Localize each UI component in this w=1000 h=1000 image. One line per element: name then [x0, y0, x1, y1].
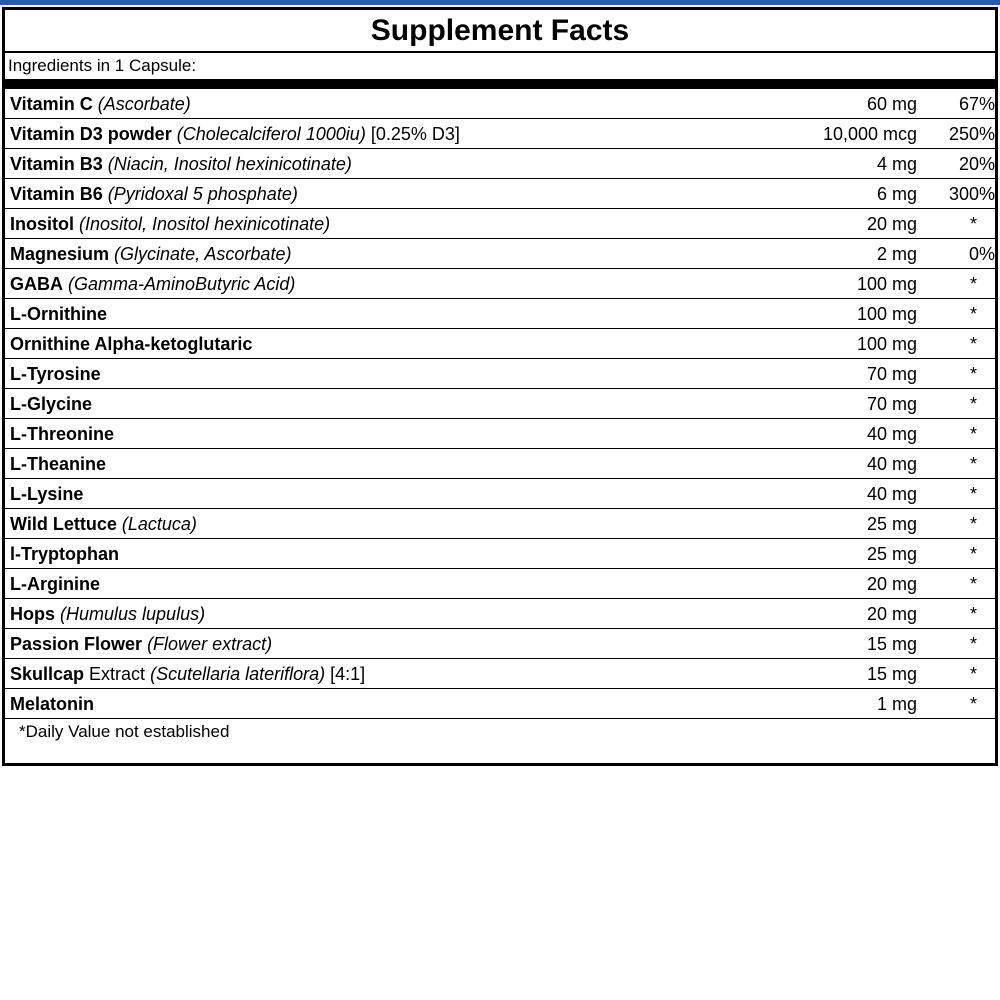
- ingredient-primary: L-Tyrosine: [10, 364, 101, 384]
- table-row: [5, 329, 995, 359]
- ingredient-suffix: [4:1]: [330, 664, 366, 684]
- table-row: [5, 239, 995, 269]
- ingredient-primary: L-Arginine: [10, 574, 100, 594]
- ingredient-detail: (Inositol, Inositol hexinicotinate): [79, 214, 331, 234]
- table-row: [5, 449, 995, 479]
- table-row: [5, 149, 995, 179]
- ingredient-name: [10, 449, 106, 479]
- table-row: [5, 569, 995, 599]
- ingredient-name: [10, 689, 94, 719]
- ingredient-detail: (Humulus lupulus): [60, 604, 206, 624]
- table-row: [5, 299, 995, 329]
- ingredient-amount: 100 mg: [856, 304, 917, 324]
- footnote: *Daily Value not established: [19, 722, 230, 741]
- ingredient-primary: GABA: [10, 274, 63, 294]
- daily-value: *: [969, 484, 977, 504]
- table-row: [5, 509, 995, 539]
- ingredient-primary: Melatonin: [10, 694, 94, 714]
- daily-value: *: [969, 394, 977, 414]
- table-row: [5, 689, 995, 719]
- daily-value: 300%: [948, 184, 995, 204]
- ingredient-name: [10, 89, 191, 119]
- daily-value: *: [969, 454, 977, 474]
- ingredient-primary: L-Lysine: [10, 484, 84, 504]
- ingredient-name: [10, 329, 252, 359]
- ingredient-amount: 20 mg: [866, 214, 917, 234]
- ingredient-list: [5, 89, 995, 719]
- ingredient-primary: Passion Flower: [10, 634, 143, 654]
- ingredient-primary: l-Tryptophan: [10, 544, 119, 564]
- ingredient-amount: 100 mg: [856, 334, 917, 354]
- ingredient-name: [10, 149, 352, 179]
- ingredient-amount: 70 mg: [866, 364, 917, 384]
- ingredient-name: [10, 599, 205, 629]
- ingredient-detail: (Ascorbate): [97, 94, 191, 114]
- table-row: [5, 629, 995, 659]
- ingredient-amount: 15 mg: [866, 664, 917, 684]
- top-accent-strip: [0, 0, 1000, 5]
- table-row: [5, 209, 995, 239]
- ingredient-detail: (Lactuca): [121, 514, 197, 534]
- table-row: [5, 389, 995, 419]
- ingredient-amount: 70 mg: [866, 394, 917, 414]
- panel-title: Supplement Facts: [5, 10, 995, 53]
- table-row: [5, 539, 995, 569]
- daily-value: *: [969, 604, 977, 624]
- ingredient-primary: Wild Lettuce: [10, 514, 117, 534]
- ingredient-suffix: [0.25% D3]: [370, 124, 460, 144]
- ingredient-amount: 40 mg: [866, 424, 917, 444]
- ingredient-detail: (Flower extract): [147, 634, 273, 654]
- ingredient-detail: (Gamma-AminoButyric Acid): [68, 274, 296, 294]
- ingredient-primary: L-Theanine: [10, 454, 107, 474]
- ingredient-amount: 6 mg: [876, 184, 917, 204]
- table-row: [5, 359, 995, 389]
- ingredient-primary: L-Threonine: [10, 424, 114, 444]
- ingredient-primary: Hops: [10, 604, 55, 624]
- ingredient-name: [10, 539, 119, 569]
- ingredient-amount: 15 mg: [866, 634, 917, 654]
- daily-value: *: [969, 574, 977, 594]
- ingredient-amount: 60 mg: [866, 94, 917, 114]
- ingredient-detail: (Cholecalciferol 1000iu): [176, 124, 366, 144]
- ingredient-primary: Ornithine Alpha-ketoglutaric: [10, 334, 253, 354]
- daily-value: *: [969, 694, 977, 714]
- table-row: [5, 119, 995, 149]
- ingredient-amount: 40 mg: [866, 484, 917, 504]
- daily-value: *: [969, 634, 977, 654]
- thick-divider: [5, 79, 995, 89]
- ingredient-name: [10, 629, 272, 659]
- ingredient-amount: 100 mg: [856, 274, 917, 294]
- table-row: [5, 659, 995, 689]
- ingredient-name: [10, 359, 101, 389]
- ingredient-primary: Skullcap: [10, 664, 85, 684]
- ingredient-amount: 20 mg: [866, 604, 917, 624]
- daily-value: *: [969, 514, 977, 534]
- table-row: [5, 419, 995, 449]
- daily-value: *: [969, 214, 977, 234]
- table-row: [5, 179, 995, 209]
- ingredient-plain: Extract: [89, 664, 146, 684]
- daily-value: 20%: [958, 154, 995, 174]
- serving-size-text: Ingredients in 1 Capsule:: [8, 56, 197, 75]
- ingredient-amount: 20 mg: [866, 574, 917, 594]
- ingredient-primary: L-Ornithine: [10, 304, 107, 324]
- daily-value: *: [969, 424, 977, 444]
- ingredient-name: [10, 209, 330, 239]
- ingredient-amount: 40 mg: [866, 454, 917, 474]
- ingredient-primary: Vitamin D3 powder: [10, 124, 172, 144]
- ingredient-amount: 10,000 mcg: [822, 124, 917, 144]
- ingredient-amount: 1 mg: [876, 694, 917, 714]
- ingredient-amount: 25 mg: [866, 544, 917, 564]
- daily-value: *: [969, 304, 977, 324]
- ingredient-name: [10, 569, 100, 599]
- ingredient-detail: (Glycinate, Ascorbate): [114, 244, 292, 264]
- table-row: [5, 89, 995, 119]
- ingredient-name: [10, 269, 295, 299]
- ingredient-primary: L-Glycine: [10, 394, 93, 414]
- ingredient-name: [10, 479, 83, 509]
- ingredient-primary: Magnesium: [10, 244, 110, 264]
- table-row: [5, 269, 995, 299]
- daily-value: 0%: [968, 244, 995, 264]
- ingredient-name: [10, 299, 107, 329]
- ingredient-primary: Vitamin B6: [10, 184, 103, 204]
- ingredient-name: [10, 179, 298, 209]
- ingredient-detail: (Pyridoxal 5 phosphate): [107, 184, 298, 204]
- daily-value: *: [969, 544, 977, 564]
- ingredient-primary: Vitamin B3: [10, 154, 103, 174]
- daily-value: *: [969, 334, 977, 354]
- ingredient-name: [10, 239, 291, 269]
- daily-value: 67%: [958, 94, 995, 114]
- ingredient-primary: Vitamin C: [10, 94, 93, 114]
- ingredient-name: [10, 119, 460, 149]
- ingredient-name: [10, 419, 114, 449]
- ingredient-name: [10, 659, 365, 689]
- daily-value: *: [969, 274, 977, 294]
- table-row: [5, 479, 995, 509]
- daily-value: *: [969, 364, 977, 384]
- ingredient-name: [10, 389, 92, 419]
- ingredient-amount: 4 mg: [876, 154, 917, 174]
- supplement-facts-panel: [2, 7, 998, 766]
- ingredient-name: [10, 509, 197, 539]
- ingredient-amount: 2 mg: [876, 244, 917, 264]
- daily-value: 250%: [948, 124, 995, 144]
- ingredient-detail: (Scutellaria lateriflora): [150, 664, 326, 684]
- ingredient-primary: Inositol: [10, 214, 74, 234]
- table-row: [5, 599, 995, 629]
- ingredient-detail: (Niacin, Inositol hexinicotinate): [107, 154, 352, 174]
- daily-value: *: [969, 664, 977, 684]
- ingredient-amount: 25 mg: [866, 514, 917, 534]
